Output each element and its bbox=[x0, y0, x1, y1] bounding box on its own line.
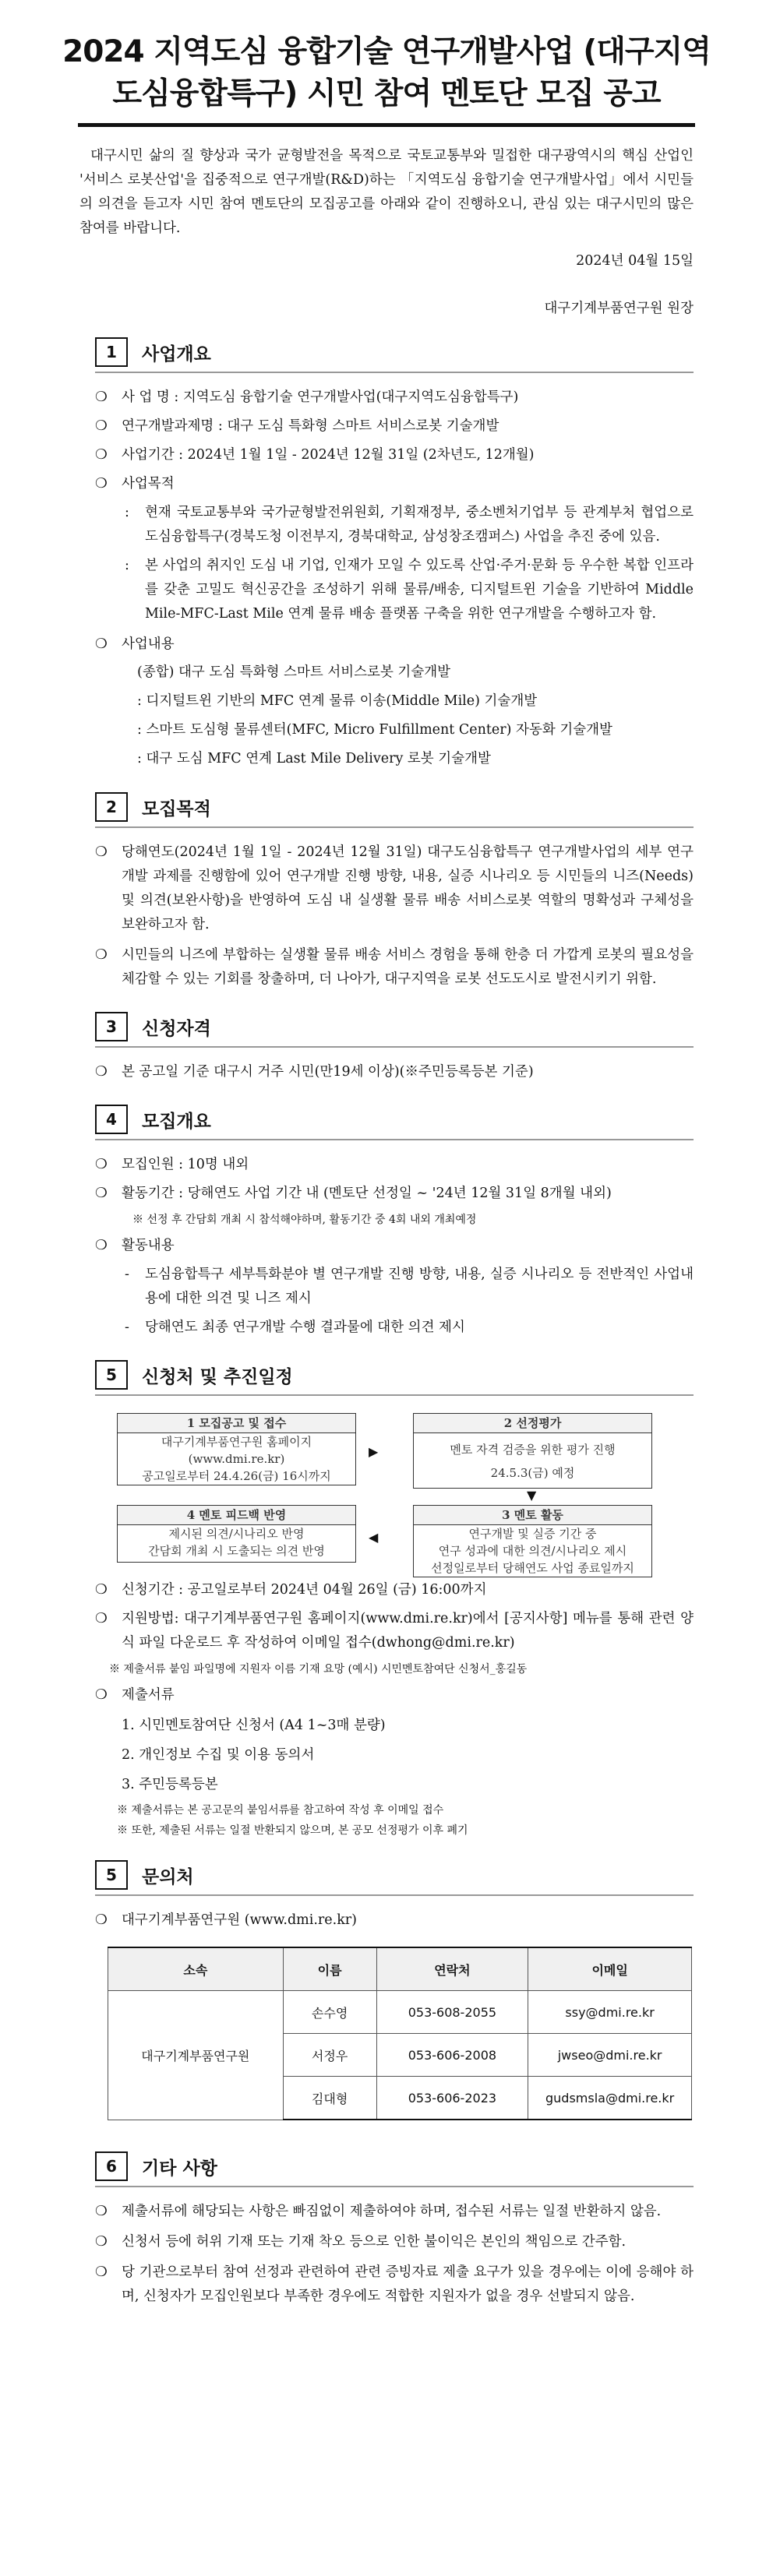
section-number: 4 bbox=[95, 1105, 128, 1134]
document-item: 3. 주민등록등본 bbox=[122, 1777, 218, 1792]
section-divider bbox=[95, 2186, 694, 2187]
email-cell: gudsmsla@dmi.re.kr bbox=[528, 2077, 692, 2120]
circle-bullet-icon: ❍ bbox=[95, 1186, 108, 1201]
activity-content-label: ❍ 활동내용 bbox=[95, 1234, 694, 1258]
title-line-2: 도심융합특구) 시민 참여 멘토단 모집 공고 bbox=[112, 76, 661, 111]
email-cell: jwseo@dmi.re.kr bbox=[528, 2034, 692, 2077]
circle-bullet-icon: ❍ bbox=[95, 2204, 108, 2219]
circle-bullet-icon: ❍ bbox=[95, 1912, 108, 1928]
misc-item: ❍ 당 기관으로부터 참여 선정과 관련하여 관련 증빙자료 제출 요구가 있을 경우에는 이에 응해야 하며, 신청자가 모집인원보다 부족한 경우에도 적합한 지원자가 없을 경우 선발되지 않음. bbox=[95, 2261, 694, 2309]
section-number: 2 bbox=[95, 792, 128, 822]
circle-bullet-icon: ❍ bbox=[95, 418, 108, 434]
section-title: 기타 사항 bbox=[142, 2158, 217, 2179]
apply-period-item: ❍ 신청기간 : 공고일로부터 2024년 04월 26일 (금) 16:00까지 bbox=[95, 1578, 694, 1602]
column-header-affiliation: 소속 bbox=[108, 1947, 284, 1991]
phone-cell: 053-608-2055 bbox=[376, 1991, 528, 2034]
section-divider bbox=[95, 1046, 694, 1048]
arrow-right-icon: ▶ bbox=[369, 1444, 379, 1459]
section-title: 문의처 bbox=[142, 1866, 194, 1887]
circle-bullet-icon: ❍ bbox=[95, 1582, 108, 1598]
business-content-label: ❍ 사업내용 bbox=[95, 633, 694, 657]
section-4-header bbox=[95, 1105, 773, 1134]
purpose-item: : 현재 국토교통부와 국가균형발전위원회, 기획재정부, 중소벤처기업부 등 관계부처 협업으로 도심융합특구(경북도청 이전부지, 경북대학교, 삼성창조캠퍼스) 사업을 추진 중에 있음. bbox=[125, 505, 694, 544]
section-divider bbox=[95, 826, 694, 828]
headcount-item: ❍ 모집인원 : 10명 내외 bbox=[95, 1153, 694, 1177]
misc-item: ❍ 신청서 등에 허위 기재 또는 기재 착오 등으로 인한 불이익은 본인의 책임으로 간주함. bbox=[95, 2230, 694, 2254]
issuing-organization: 대구기계부품연구원 원장 bbox=[544, 301, 694, 316]
section-5-header bbox=[95, 1360, 773, 1390]
purpose-paragraph: ❍ 시민들의 니즈에 부합하는 실생활 물류 배송 서비스 경험을 통해 한층 더 가깝게 로봇의 필요성을 체감할 수 있는 기회를 창출하며, 더 나아가, 대구지역을 로봇 선도도시로 발전시키기 위함. bbox=[95, 943, 694, 992]
contact-org-item: ❍ 대구기계부품연구원 (www.dmi.re.kr) bbox=[95, 1908, 694, 1933]
purpose-item: : 본 사업의 취지인 도심 내 기업, 인재가 모일 수 있도록 산업·주거·문화 등 우수한 복합 인프라를 갖춘 고밀도 혁신공간을 조성하기 위해 물류/배송, 디지털트윈 기술을 기반하여 Middle Mile-MFC-Last Mile 연계 물류 배송 플랫폼 구축을 위한 연구개발을 수행하고자 함. bbox=[125, 558, 694, 622]
circle-bullet-icon: ❍ bbox=[95, 636, 108, 652]
arrow-down-icon: ▼ bbox=[527, 1488, 537, 1503]
name-cell: 손수영 bbox=[283, 1991, 376, 2034]
intro-paragraph: 대구시민 삶의 질 향상과 국가 균형발전을 목적으로 국토교통부와 밀접한 대구광역시의 핵심 산업인 '서비스 로봇산업'을 집중적으로 연구개발(R&D)하는 「지역도심 융합기술 연구개발사업」에서 시민들의 의견을 듣고자 시민 참여 멘토단의 모집공고를 아래와 같이 진행하오니, 관심 있는 대구시민의 많은 참여를 바랍니다. bbox=[79, 148, 694, 236]
documents-note: ※ 또한, 제출된 서류는 일절 반환되지 않으며, 본 공모 선정평가 이후 폐기 bbox=[117, 1824, 468, 1837]
section-title: 사업개요 bbox=[142, 344, 211, 365]
business-purpose-label: ❍ 사업목적 bbox=[95, 472, 694, 496]
circle-bullet-icon: ❍ bbox=[95, 1238, 108, 1253]
circle-bullet-icon: ❍ bbox=[95, 389, 108, 405]
section-title: 신청처 및 추진일정 bbox=[142, 1366, 293, 1387]
circle-bullet-icon: ❍ bbox=[95, 447, 108, 463]
circle-bullet-icon: ❍ bbox=[95, 2234, 108, 2250]
section-number: 3 bbox=[95, 1012, 128, 1041]
section-number: 6 bbox=[95, 2151, 128, 2181]
section-divider bbox=[95, 1394, 694, 1396]
section-number: 1 bbox=[95, 337, 128, 367]
column-header-name: 이름 bbox=[283, 1947, 376, 1991]
table-row bbox=[108, 1991, 692, 2034]
contact-table bbox=[108, 1947, 692, 2120]
circle-bullet-icon: ❍ bbox=[95, 1064, 108, 1080]
circle-bullet-icon: ❍ bbox=[95, 947, 108, 963]
content-item: (종합) 대구 도심 특화형 스마트 서비스로봇 기술개발 bbox=[137, 664, 451, 680]
documents-note: ※ 제출서류는 본 공고문의 붙임서류를 참고하여 작성 후 이메일 접수 bbox=[117, 1804, 444, 1817]
circle-bullet-icon: ❍ bbox=[95, 1611, 108, 1626]
activity-item: - 당해연도 최종 연구개발 수행 결과물에 대한 의견 제시 bbox=[125, 1320, 465, 1335]
column-header-phone: 연락처 bbox=[376, 1947, 528, 1991]
section-divider bbox=[95, 1894, 694, 1896]
business-name-item: ❍ 사 업 명 : 지역도심 융합기술 연구개발사업(대구지역도심융합특구) bbox=[95, 386, 694, 410]
document-item: 2. 개인정보 수집 및 이용 동의서 bbox=[122, 1747, 315, 1763]
project-name-item: ❍ 연구개발과제명 : 대구 도심 특화형 스마트 서비스로봇 기술개발 bbox=[95, 414, 694, 439]
name-cell: 서정우 bbox=[283, 2034, 376, 2077]
email-cell: ssy@dmi.re.kr bbox=[528, 1991, 692, 2034]
eligibility-item: ❍ 본 공고일 기준 대구시 거주 시민(만19세 이상)(※주민등록등본 기준) bbox=[95, 1060, 694, 1084]
content-item: : 스마트 도심형 물류센터(MFC, Micro Fulfillment Center) 자동화 기술개발 bbox=[137, 722, 612, 738]
circle-bullet-icon: ❍ bbox=[95, 1157, 108, 1172]
activity-period-item: ❍ 활동기간 : 당해연도 사업 기간 내 (멘토단 선정일 ~ '24년 12월 31일 8개월 내외) bbox=[95, 1182, 694, 1206]
arrow-left-icon: ◀ bbox=[369, 1530, 379, 1545]
content-item: : 디지털트윈 기반의 MFC 연계 물류 이송(Middle Mile) 기술개발 bbox=[137, 693, 538, 709]
process-flow-diagram bbox=[117, 1413, 653, 1575]
documents-label: ❍ 제출서류 bbox=[95, 1683, 694, 1707]
phone-cell: 053-606-2023 bbox=[376, 2077, 528, 2120]
circle-bullet-icon: ❍ bbox=[95, 1687, 108, 1703]
section-2-header bbox=[95, 792, 773, 822]
purpose-paragraph: ❍ 당해연도(2024년 1월 1일 - 2024년 12월 31일) 대구도심융합특구 연구개발사업의 세부 연구개발 과제를 진행함에 있어 연구개발 진행 방향, 내용, 실증 시나리오 등 시민들의 니즈(Needs) 및 의견(보완사항)을 반영하여 도심 내 실생활 물류 배송 서비스로봇 역할의 명확성과 구체성을 보완하고자 함. bbox=[95, 840, 694, 937]
misc-item: ❍ 제출서류에 해당되는 사항은 빠짐없이 제출하여야 하며, 접수된 서류는 일절 반환하지 않음. bbox=[95, 2200, 694, 2224]
affiliation-cell: 대구기계부품연구원 bbox=[108, 1991, 284, 2120]
business-period-item: ❍ 사업기간 : 2024년 1월 1일 - 2024년 12월 31일 (2차년도, 12개월) bbox=[95, 443, 694, 467]
flow-step-feedback: 4 멘토 피드백 반영 제시된 의견/시나리오 반영 간담회 개최 시 도출되는 의견 반영 bbox=[117, 1505, 356, 1563]
document-title bbox=[0, 0, 773, 115]
title-line-1: 2024 지역도심 융합기술 연구개발사업 (대구지역 bbox=[62, 34, 711, 69]
activity-note: ※ 선정 후 간담회 개최 시 참석해야하며, 활동기간 중 4회 내외 개최예정 bbox=[132, 1214, 477, 1226]
circle-bullet-icon: ❍ bbox=[95, 2264, 108, 2280]
flow-step-recruitment: 1 모집공고 및 접수 대구기계부품연구원 홈페이지 (www.dmi.re.kr) 공고일로부터 24.4.26(금) 16시까지 bbox=[117, 1413, 356, 1485]
name-cell: 김대형 bbox=[283, 2077, 376, 2120]
section-title: 모집개요 bbox=[142, 1111, 211, 1132]
section-title: 모집목적 bbox=[142, 798, 211, 819]
table-header-row bbox=[108, 1947, 692, 1991]
circle-bullet-icon: ❍ bbox=[95, 476, 108, 492]
section-number: 5 bbox=[95, 1360, 128, 1390]
apply-method-item: ❍ 지원방법: 대구기계부품연구원 홈페이지(www.dmi.re.kr)에서 [공지사항] 메뉴를 통해 관련 양식 파일 다운로드 후 작성하여 이메일 접수(dwhong@dmi.re.kr) bbox=[95, 1607, 694, 1655]
section-1-header bbox=[95, 337, 773, 367]
phone-cell: 053-606-2008 bbox=[376, 2034, 528, 2077]
section-6-header bbox=[95, 2151, 773, 2181]
section-number: 5 bbox=[95, 1860, 128, 1890]
section-divider bbox=[95, 372, 694, 373]
title-divider bbox=[78, 123, 695, 127]
circle-bullet-icon: ❍ bbox=[95, 844, 108, 860]
section-3-header bbox=[95, 1012, 773, 1041]
column-header-email: 이메일 bbox=[528, 1947, 692, 1991]
apply-note: ※ 제출서류 붙임 파일명에 지원자 이름 기재 요망 (예시) 시민멘토참여단 신청서_홍길동 bbox=[109, 1663, 528, 1676]
content-item: : 대구 도심 MFC 연계 Last Mile Delivery 로봇 기술개발 bbox=[137, 751, 491, 766]
section-title: 신청자격 bbox=[142, 1018, 211, 1039]
flow-step-evaluation: 2 선정평가 멘토 자격 검증을 위한 평가 진행 24.5.3(금) 예정 bbox=[413, 1413, 652, 1489]
activity-item: - 도심융합특구 세부특화분야 별 연구개발 진행 방향, 내용, 실증 시나리오 등 전반적인 사업내용에 대한 의견 및 니즈 제시 bbox=[125, 1267, 694, 1306]
section-divider bbox=[95, 1139, 694, 1140]
contact-section-header bbox=[95, 1860, 773, 1890]
announcement-date: 2024년 04월 15일 bbox=[576, 253, 694, 269]
document-item: 1. 시민멘토참여단 신청서 (A4 1~3매 분량) bbox=[122, 1718, 386, 1733]
flow-step-mentor-activity: 3 멘토 활동 연구개발 및 실증 기간 중 연구 성과에 대한 의견/시나리오 제시 선정일로부터 당해연도 사업 종료일까지 bbox=[413, 1505, 652, 1577]
